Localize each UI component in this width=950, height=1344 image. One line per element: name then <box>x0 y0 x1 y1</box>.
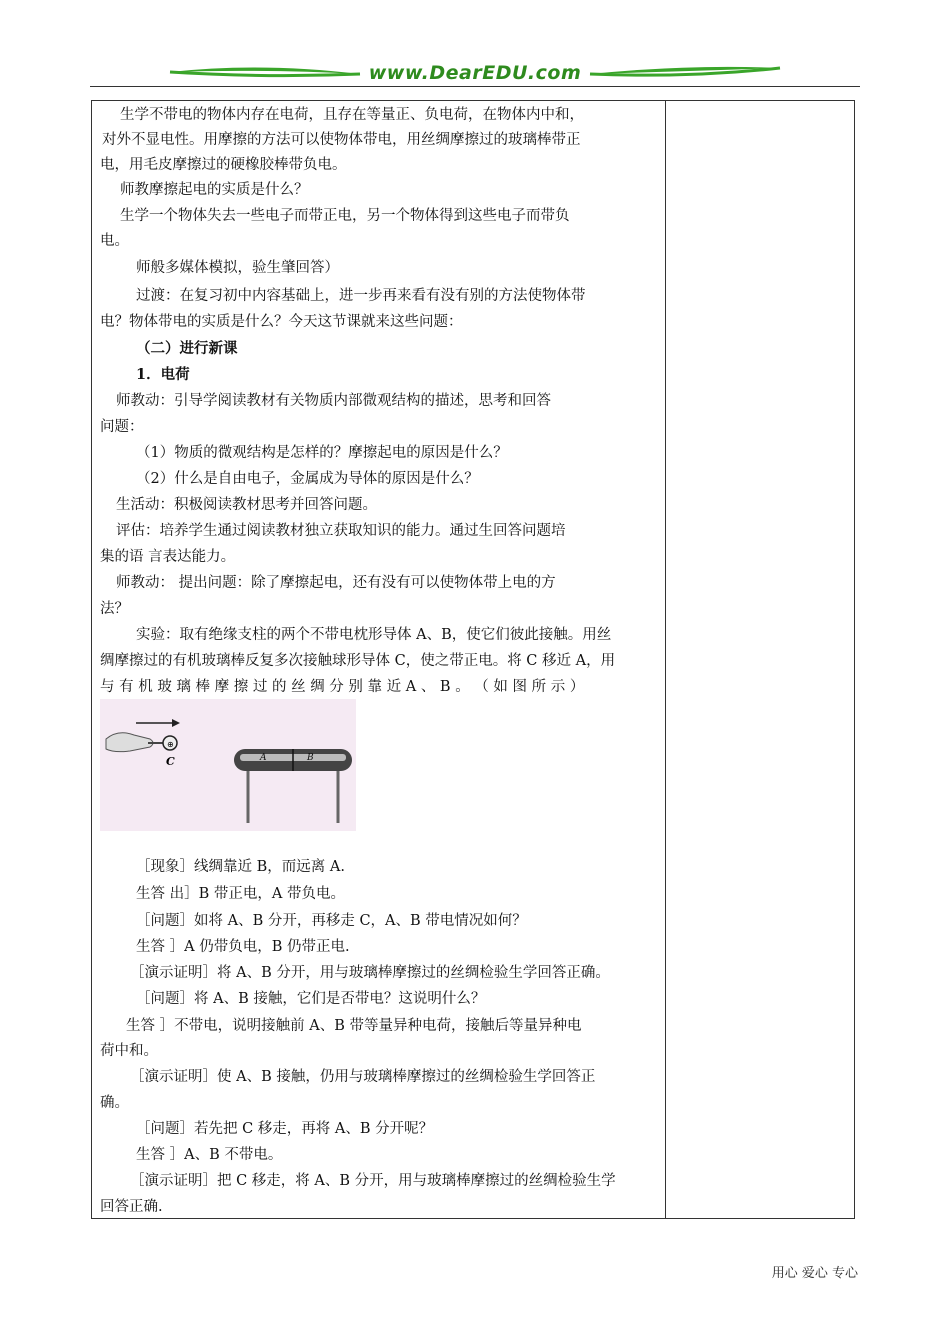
text-line: ［问题］如将 A、B 分开，再移走 C，A、B 带电情况如何？ <box>136 913 527 929</box>
text-line: 与 有 机 玻 璃 棒 摩 擦 过 的 丝 绸 分 别 靠 近 A 、 B 。 （ 如 图 所 示 ） <box>100 679 585 695</box>
text-line: ［问题］将 A、B 接触，它们是否带电？这说明什么？ <box>136 991 486 1007</box>
header-rule <box>90 86 860 87</box>
text-line: 确。 <box>100 1095 129 1111</box>
text-line: （2）什么是自由电子，金属成为导体的原因是什么？ <box>136 471 479 487</box>
section-heading: （二）进行新课 <box>136 340 238 357</box>
text-line: ［演示证明］把 C 移走，将 A、B 分开，用与玻璃棒摩擦过的丝绸检验生学 <box>130 1173 616 1189</box>
text-line: 荷中和。 <box>100 1043 158 1059</box>
text-line: 集的语 言表达能力。 <box>100 549 236 565</box>
text-line: 电，用毛皮摩擦过的硬橡胶棒带负电。 <box>100 157 347 173</box>
text-line: ［演示证明］使 A、B 接触，仍用与玻璃棒摩擦过的丝绸检验生学回答正 <box>130 1069 596 1085</box>
text-line: 电？物体带电的实质是什么？今天这节课就来这些问题： <box>100 314 463 330</box>
text-line: 生答 ］A 仍带负电，B 仍带正电. <box>136 939 350 955</box>
text-line: 生答 ］不带电，说明接触前 A、B 带等量异种电荷，接触后等量异种电 <box>126 1018 582 1034</box>
text-line: 电。 <box>100 233 129 249</box>
text-line: 法？ <box>100 601 129 617</box>
hand-icon <box>106 733 153 752</box>
text-line: 回答正确. <box>100 1199 163 1215</box>
text-line: ［问题］若先把 C 移走，再将 A、B 分开呢？ <box>136 1121 434 1137</box>
label-a: A <box>260 753 267 763</box>
text-line: 绸摩擦过的有机玻璃棒反复多次接触球形导体 C，使之带正电。将 C 移近 A，用 <box>100 653 616 669</box>
experiment-figure <box>100 699 356 831</box>
svg-text:⊕: ⊕ <box>167 740 174 749</box>
text-line: 师教动： 提出问题：除了摩擦起电，还有没有可以使物体带上电的方 <box>116 575 556 591</box>
page-footer: 用心 爱心 专心 <box>771 1266 858 1281</box>
text-line: 生答 ］A、B 不带电。 <box>136 1147 283 1163</box>
text-line: 师般多媒体模拟，验生肇回答） <box>136 260 339 276</box>
text-line: （1）物质的微观结构是怎样的？摩擦起电的原因是什么？ <box>136 445 508 461</box>
text-line: 师教动：引导学阅读教材有关物质内部微观结构的描述，思考和回答 <box>116 393 551 409</box>
text-line: 生活动：积极阅读教材思考并回答问题。 <box>116 497 377 513</box>
label-c: C <box>166 755 175 768</box>
conductor-diagram <box>100 699 356 831</box>
text-line: 问题： <box>100 419 144 435</box>
text-line: 实验：取有绝缘支柱的两个不带电枕形导体 A、B，使它们彼此接触。用丝 <box>136 627 612 643</box>
text-line: ［现象］线绸靠近 B，而远离 A. <box>136 859 345 875</box>
arrow-icon <box>172 719 180 727</box>
site-url: www.DearEDU.com <box>368 62 582 84</box>
text-line: 生学不带电的物体内存在电荷，且存在等量正、负电荷，在物体内中和， <box>120 107 584 123</box>
lesson-table <box>91 100 855 1219</box>
label-b: B <box>307 753 314 763</box>
text-line: ［演示证明］将 A、B 分开，用与玻璃棒摩擦过的丝绸检验生学回答正确。 <box>130 965 610 981</box>
text-line: 生答 出］B 带正电，A 带负电。 <box>136 886 345 902</box>
text-line: 评估：培养学生通过阅读教材独立获取知识的能力。通过生回答问题培 <box>116 523 566 539</box>
text-line: 生学一个物体失去一些电子而带正电，另一个物体得到这些电子而带负 <box>120 208 570 224</box>
text-line: 对外不显电性。用摩擦的方法可以使物体带电，用丝绸摩擦过的玻璃棒带正 <box>102 132 581 148</box>
text-line: 过渡：在复习初中内容基础上，进一步再来看有没有别的方法使物体带 <box>136 288 586 304</box>
text-line: 师教摩擦起电的实质是什么？ <box>120 182 309 198</box>
subsection-heading: 1．电荷 <box>136 366 190 383</box>
